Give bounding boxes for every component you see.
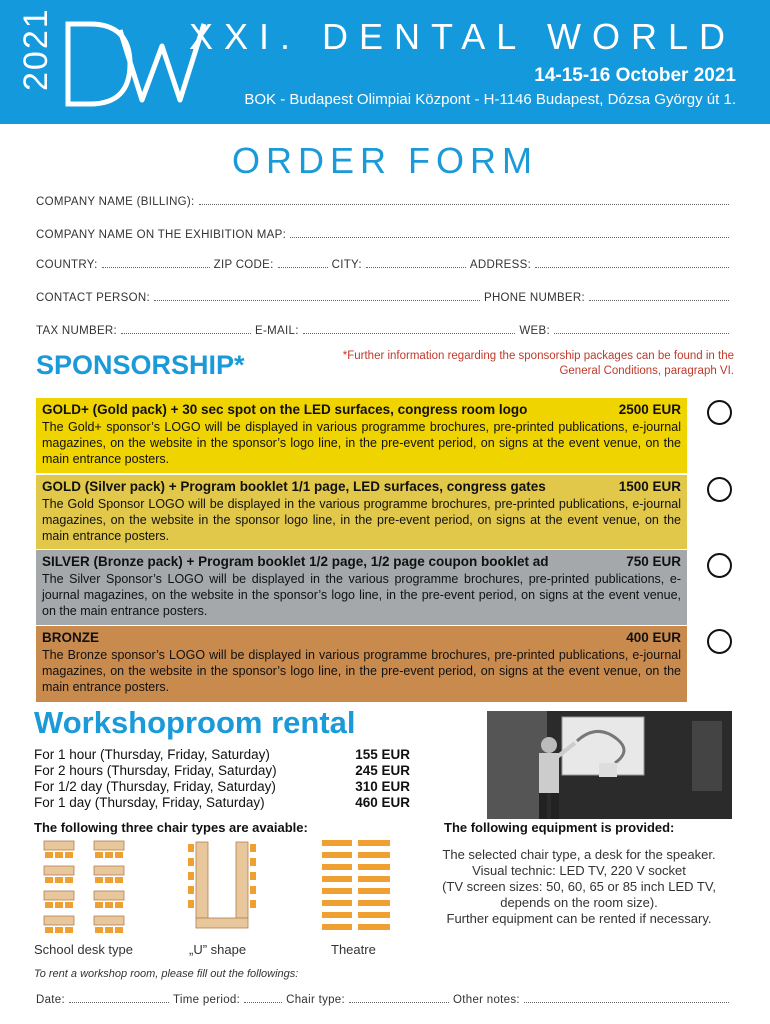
- package-name: GOLD+ (Gold pack) + 30 sec spot on the LED surfaces, congress room logo: [42, 402, 528, 417]
- equipment-line: Visual technic: LED TV, 220 V socket: [472, 863, 686, 878]
- contact-field[interactable]: [154, 292, 480, 301]
- rate-row: [34, 763, 410, 778]
- school-desk-diagram: [34, 838, 144, 938]
- equipment-text: [414, 847, 744, 927]
- rate-row: [34, 779, 410, 794]
- email-label: E-MAIL:: [255, 325, 299, 337]
- rate-label: For 2 hours (Thursday, Friday, Saturday): [34, 763, 277, 778]
- equipment-heading: The following equipment is provided:: [444, 820, 675, 835]
- tax-field[interactable]: [121, 325, 251, 334]
- country-label: COUNTRY:: [36, 259, 98, 271]
- web-field[interactable]: [554, 325, 729, 334]
- rate-label: For 1/2 day (Thursday, Friday, Saturday): [34, 779, 276, 794]
- event-dates: 14-15-16 October 2021: [534, 65, 736, 86]
- phone-label: PHONE NUMBER:: [483, 292, 585, 304]
- gold-plus-radio[interactable]: [707, 400, 732, 425]
- event-title: XXI. DENTAL WORLD: [188, 16, 736, 57]
- rate-label: For 1 hour (Thursday, Friday, Saturday): [34, 747, 270, 762]
- package-price: 750 EUR: [626, 554, 681, 569]
- notes-label: Other notes:: [453, 994, 520, 1006]
- package-price: 400 EUR: [626, 630, 681, 645]
- workshop-fields-row: [36, 994, 733, 1006]
- date-label: Date:: [36, 994, 65, 1006]
- package-description: The Gold Sponsor LOGO will be displayed in the various programme brochures, pre-printed publications, e-journal magazines, on the website in the sponsor logo line, in the pre-event period, on signs at the event venue, on the main entrance posters.: [42, 497, 681, 543]
- package-description: The Bronze sponsor’s LOGO will be displayed in various programme brochures, pre-printed publications, e-journal magazines, on the website in the sponsor’s logo line, in the pre-event period, on signs at the event venue, on the main entrance posters.: [42, 648, 681, 694]
- workshop-title: Workshoproom rental: [34, 705, 356, 740]
- chairs-heading: The following three chair types are avaiable:: [34, 820, 308, 835]
- company-billing-row: [36, 196, 733, 208]
- u-shape-diagram: [182, 838, 262, 938]
- tax-row: [36, 325, 733, 337]
- package-silver: [36, 550, 687, 625]
- bronze-radio[interactable]: [707, 629, 732, 654]
- header-banner: [0, 0, 770, 124]
- equipment-line: depends on the room size).: [500, 895, 658, 910]
- package-gold-plus: [36, 398, 687, 473]
- rate-label: For 1 day (Thursday, Friday, Saturday): [34, 795, 265, 810]
- contact-label: CONTACT PERSON:: [36, 292, 150, 304]
- event-venue: BOK - Budapest Olimpiai Központ - H-1146 Budapest, Dózsa György út 1.: [244, 91, 736, 108]
- company-map-label: COMPANY NAME ON THE EXHIBITION MAP:: [36, 229, 287, 241]
- rate-price: 245 EUR: [355, 763, 410, 778]
- package-description: The Silver Sponsor’s LOGO will be displayed in the various programme brochures, pre-printed publications, e-journal magazines, on the website in the sponsor’s logo line, in the pre-event period, on signs at the event venue, on the main entrance posters.: [42, 572, 681, 618]
- date-field[interactable]: [69, 994, 169, 1003]
- package-gold: [36, 475, 687, 549]
- rent-note: To rent a workshop room, please fill out the followings:: [34, 968, 299, 980]
- rate-price: 155 EUR: [355, 747, 410, 762]
- order-form-title: ORDER FORM: [232, 140, 538, 181]
- package-name: BRONZE: [42, 630, 99, 645]
- company-map-row: [36, 229, 733, 241]
- contact-row: [36, 292, 733, 304]
- theatre-diagram: [320, 838, 396, 938]
- workshop-photo: [487, 711, 732, 819]
- silver-radio[interactable]: [707, 553, 732, 578]
- city-label: CITY:: [331, 259, 362, 271]
- chair-type-theatre: Theatre: [331, 942, 376, 957]
- tax-label: TAX NUMBER:: [36, 325, 118, 337]
- package-price: 2500 EUR: [618, 402, 681, 417]
- package-name: GOLD (Silver pack) + Program booklet 1/1 page, LED surfaces, congress gates: [42, 479, 546, 494]
- gold-radio[interactable]: [707, 477, 732, 502]
- rate-row: [34, 795, 410, 810]
- address-row: [36, 259, 733, 271]
- company-map-field[interactable]: [290, 229, 729, 238]
- equipment-line: (TV screen sizes: 50, 60, 65 or 85 inch LED TV,: [442, 879, 716, 894]
- rate-row: [34, 747, 410, 762]
- package-bronze: [36, 626, 687, 702]
- chair-type-u-shape: „U” shape: [189, 942, 247, 957]
- country-field[interactable]: [102, 259, 210, 268]
- city-field[interactable]: [366, 259, 466, 268]
- email-field[interactable]: [303, 325, 516, 334]
- chair-field[interactable]: [349, 994, 449, 1003]
- notes-field[interactable]: [524, 994, 729, 1003]
- rate-price: 310 EUR: [355, 779, 410, 794]
- web-label: WEB:: [519, 325, 550, 337]
- address-field[interactable]: [535, 259, 729, 268]
- zip-field[interactable]: [278, 259, 328, 268]
- package-description: The Gold+ sponsor’s LOGO will be displayed in various programme brochures, pre-printed publications, e-journal magazines, on the website in the sponsor’s logo line, in the pre-event period, on signs at the event venue, on the main entrance posters.: [42, 420, 681, 466]
- equipment-line: The selected chair type, a desk for the speaker.: [442, 847, 716, 862]
- chair-type-school: School desk type: [34, 942, 134, 957]
- rate-price: 460 EUR: [355, 795, 410, 810]
- time-label: Time period:: [173, 994, 241, 1006]
- zip-label: ZIP CODE:: [213, 259, 274, 271]
- equipment-line: Further equipment can be rented if necessary.: [446, 911, 712, 926]
- company-billing-field[interactable]: [199, 196, 729, 205]
- package-name: SILVER (Bronze pack) + Program booklet 1/2 page, 1/2 page coupon booklet ad: [42, 554, 549, 569]
- package-price: 1500 EUR: [618, 479, 681, 494]
- company-billing-label: COMPANY NAME (BILLING):: [36, 196, 195, 208]
- address-label: ADDRESS:: [469, 259, 532, 271]
- logo-year: 2021: [17, 7, 55, 91]
- dental-world-logo: [60, 16, 210, 112]
- sponsorship-title: SPONSORSHIP*: [36, 350, 245, 380]
- time-field[interactable]: [244, 994, 282, 1003]
- phone-field[interactable]: [589, 292, 729, 301]
- sponsorship-note: *Further information regarding the sponsorship packages can be found in the General Conditions, paragraph VI.: [342, 350, 734, 377]
- chair-label: Chair type:: [286, 994, 346, 1006]
